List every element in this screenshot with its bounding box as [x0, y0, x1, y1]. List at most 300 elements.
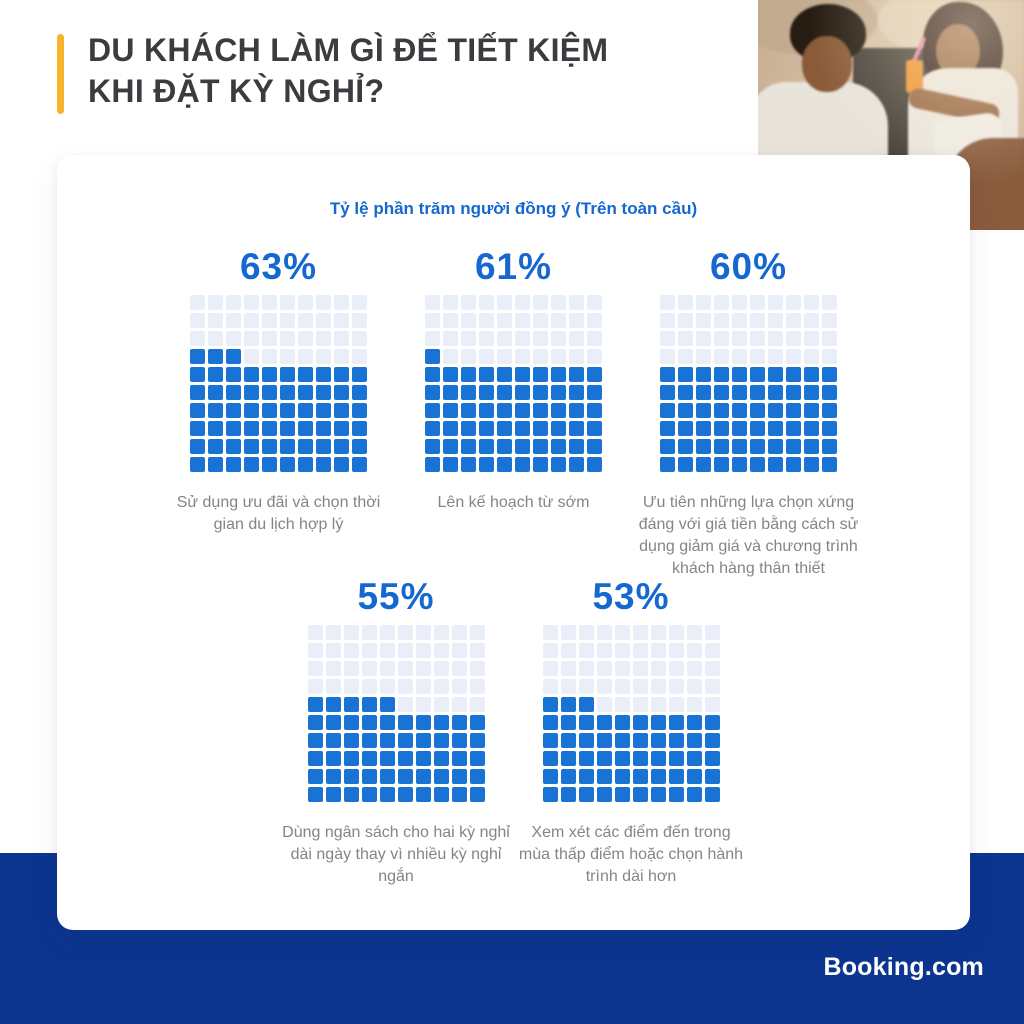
waffle-cell [226, 421, 241, 436]
waffle-cell [362, 643, 377, 658]
waffle-cell [352, 295, 367, 310]
waffle-cell [244, 403, 259, 418]
waffle-cell [768, 313, 783, 328]
waffle-cell [687, 769, 702, 784]
waffle-cell [569, 385, 584, 400]
waffle-cell [515, 331, 530, 346]
waffle-cell [334, 349, 349, 364]
waffle-cell [687, 715, 702, 730]
waffle-cell [732, 349, 747, 364]
waffle-cell [569, 367, 584, 382]
waffle-cell [633, 769, 648, 784]
waffle-cell [822, 349, 837, 364]
waffle-cell [515, 421, 530, 436]
waffle-cell [334, 439, 349, 454]
waffle-cell [362, 625, 377, 640]
waffle-cell [262, 403, 277, 418]
waffle-cell [434, 733, 449, 748]
waffle-cell [434, 769, 449, 784]
waffle-cell [714, 331, 729, 346]
waffle-cell [443, 295, 458, 310]
waffle-cell [569, 403, 584, 418]
waffle-cell [434, 643, 449, 658]
waffle-cell [597, 769, 612, 784]
waffle-cell [425, 385, 440, 400]
waffle-cell [443, 313, 458, 328]
waffle-cell [362, 733, 377, 748]
waffle-cell [678, 421, 693, 436]
waffle-cell [705, 643, 720, 658]
waffle-cell [380, 661, 395, 676]
waffle-cell [569, 439, 584, 454]
waffle-cell [651, 625, 666, 640]
waffle-cell [280, 403, 295, 418]
waffle-cell [208, 385, 223, 400]
waffle-cell [533, 313, 548, 328]
waffle-cell [470, 643, 485, 658]
waffle-cell [452, 679, 467, 694]
waffle-cell [344, 715, 359, 730]
waffle-cell [479, 421, 494, 436]
waffle-cell [551, 457, 566, 472]
waffle-cell [262, 367, 277, 382]
waffle-cell [244, 421, 259, 436]
waffle-cell [515, 403, 530, 418]
waffle-cell [678, 457, 693, 472]
waffle-cell [334, 421, 349, 436]
waffle-cell [190, 349, 205, 364]
waffle-cell [425, 349, 440, 364]
waffle-cell [633, 643, 648, 658]
waffle-cell [678, 313, 693, 328]
waffle-cell [316, 349, 331, 364]
waffle-cell [334, 295, 349, 310]
waffle-cell [615, 787, 630, 802]
waffle-cell [804, 421, 819, 436]
page-title [88, 30, 608, 112]
waffle-cell [208, 313, 223, 328]
waffle-cell [461, 313, 476, 328]
waffle-chart [164, 245, 394, 580]
waffle-cell [416, 643, 431, 658]
waffle-cell [416, 751, 431, 766]
waffle-cell [533, 367, 548, 382]
waffle-cell [687, 697, 702, 712]
waffle-cell [678, 367, 693, 382]
waffle-cell [587, 385, 602, 400]
waffle-cell [750, 313, 765, 328]
waffle-cell [569, 349, 584, 364]
waffle-cell [587, 349, 602, 364]
waffle-cell [308, 715, 323, 730]
waffle-cell [326, 625, 341, 640]
waffle-cell [362, 661, 377, 676]
waffle-cell [208, 457, 223, 472]
waffle-cell [579, 769, 594, 784]
waffle-cell [687, 787, 702, 802]
waffle-cell [316, 403, 331, 418]
waffle-cell [615, 661, 630, 676]
waffle-cell [452, 625, 467, 640]
title-accent-bar [57, 34, 64, 114]
waffle-cell [380, 715, 395, 730]
waffle-cell [551, 421, 566, 436]
waffle-cell [705, 625, 720, 640]
waffle-cell [551, 439, 566, 454]
waffle-cell [298, 313, 313, 328]
waffle-cell [669, 751, 684, 766]
waffle-cell [308, 625, 323, 640]
waffle-cell [678, 295, 693, 310]
waffle-cell [244, 295, 259, 310]
waffle-cell [416, 625, 431, 640]
waffle-cell [352, 403, 367, 418]
waffle-cell [579, 733, 594, 748]
waffle-cell [190, 385, 205, 400]
waffle-cell [615, 751, 630, 766]
waffle-cell [326, 769, 341, 784]
waffle-cell [262, 295, 277, 310]
waffle-cell [714, 295, 729, 310]
waffle-cell [669, 661, 684, 676]
waffle-chart [281, 575, 511, 888]
waffle-cell [280, 421, 295, 436]
waffle-cell [587, 439, 602, 454]
waffle-cell [208, 367, 223, 382]
waffle-cell [660, 331, 675, 346]
waffle-cell [786, 457, 801, 472]
waffle-cell [579, 661, 594, 676]
waffle-cell [696, 457, 711, 472]
waffle-cell [587, 421, 602, 436]
waffle-cell [352, 349, 367, 364]
waffle-cell [298, 439, 313, 454]
waffle-cell [822, 367, 837, 382]
waffle-cell [533, 295, 548, 310]
waffle-cell [651, 733, 666, 748]
waffle-cell [190, 313, 205, 328]
waffle-cell [398, 769, 413, 784]
waffle-cell [660, 313, 675, 328]
waffle-cell [750, 367, 765, 382]
waffle-cell [316, 385, 331, 400]
waffle-cell [579, 625, 594, 640]
waffle-cell [750, 439, 765, 454]
waffle-cell [398, 661, 413, 676]
waffle-cell [298, 421, 313, 436]
waffle-cell [416, 697, 431, 712]
waffle-cell [398, 697, 413, 712]
waffle-cell [470, 733, 485, 748]
waffle-grid [425, 295, 602, 472]
waffle-cell [334, 367, 349, 382]
waffle-cell [551, 295, 566, 310]
waffle-cell [280, 331, 295, 346]
waffle-cell [262, 385, 277, 400]
waffle-cell [226, 367, 241, 382]
waffle-cell [461, 439, 476, 454]
waffle-cell [597, 715, 612, 730]
waffle-chart [516, 575, 746, 888]
waffle-cell [651, 769, 666, 784]
waffle-cell [452, 715, 467, 730]
waffle-cell [669, 697, 684, 712]
waffle-cell [434, 715, 449, 730]
waffle-cell [308, 733, 323, 748]
waffle-cell [244, 349, 259, 364]
waffle-cell [551, 313, 566, 328]
waffle-cell [461, 403, 476, 418]
waffle-cell [226, 439, 241, 454]
waffle-cell [615, 733, 630, 748]
waffle-cell [732, 331, 747, 346]
waffle-cell [678, 385, 693, 400]
waffle-cell [380, 625, 395, 640]
waffle-cell [768, 457, 783, 472]
waffle-cell [750, 403, 765, 418]
waffle-cell [344, 679, 359, 694]
waffle-cell [334, 457, 349, 472]
waffle-cell [822, 295, 837, 310]
waffle-cell [470, 625, 485, 640]
waffle-cell [352, 331, 367, 346]
waffle-cell [244, 385, 259, 400]
waffle-cell [470, 715, 485, 730]
waffle-cell [561, 751, 576, 766]
waffle-cell [497, 331, 512, 346]
waffle-cell [298, 385, 313, 400]
waffle-cell [262, 313, 277, 328]
waffle-cell [768, 403, 783, 418]
waffle-cell [308, 787, 323, 802]
waffle-cell [786, 331, 801, 346]
waffle-cell [470, 679, 485, 694]
waffle-cell [443, 403, 458, 418]
waffle-cell [705, 787, 720, 802]
waffle-cell [515, 367, 530, 382]
waffle-cell [569, 457, 584, 472]
waffle-cell [669, 715, 684, 730]
waffle-cell [714, 367, 729, 382]
waffle-cell [425, 439, 440, 454]
waffle-cell [714, 349, 729, 364]
waffle-cell [705, 769, 720, 784]
waffle-cell [732, 385, 747, 400]
waffle-cell [470, 787, 485, 802]
waffle-cell [669, 769, 684, 784]
waffle-cell [262, 457, 277, 472]
waffle-cell [452, 787, 467, 802]
waffle-cell [443, 331, 458, 346]
waffle-cell [398, 679, 413, 694]
waffle-cell [280, 439, 295, 454]
waffle-cell [280, 367, 295, 382]
chart-card [57, 155, 970, 930]
waffle-cell [615, 769, 630, 784]
waffle-cell [587, 457, 602, 472]
waffle-cell [452, 733, 467, 748]
waffle-cell [497, 385, 512, 400]
waffle-cell [786, 421, 801, 436]
waffle-cell [226, 313, 241, 328]
waffle-cell [633, 751, 648, 766]
waffle-cell [732, 439, 747, 454]
waffle-cell [452, 769, 467, 784]
waffle-cell [804, 331, 819, 346]
waffle-cell [696, 349, 711, 364]
waffle-cell [551, 367, 566, 382]
waffle-cell [344, 661, 359, 676]
waffle-cell [479, 349, 494, 364]
waffle-cell [316, 421, 331, 436]
waffle-cell [452, 643, 467, 658]
waffle-cell [660, 385, 675, 400]
waffle-cell [280, 349, 295, 364]
waffle-cell [316, 331, 331, 346]
waffle-cell [479, 295, 494, 310]
waffle-cell [344, 643, 359, 658]
waffle-cell [651, 697, 666, 712]
waffle-cell [380, 751, 395, 766]
waffle-cell [822, 403, 837, 418]
waffle-cell [669, 787, 684, 802]
waffle-cell [687, 733, 702, 748]
waffle-cell [425, 367, 440, 382]
percent-value: 55% [357, 576, 435, 617]
waffle-cell [543, 751, 558, 766]
waffle-cell [543, 643, 558, 658]
waffle-cell [669, 679, 684, 694]
waffle-cell [380, 679, 395, 694]
waffle-cell [651, 643, 666, 658]
waffle-cell [470, 751, 485, 766]
waffle-cell [316, 457, 331, 472]
waffle-cell [226, 457, 241, 472]
waffle-grid [543, 625, 720, 802]
waffle-cell [308, 751, 323, 766]
waffle-cell [416, 715, 431, 730]
waffle-cell [551, 403, 566, 418]
waffle-cell [615, 643, 630, 658]
waffle-cell [569, 313, 584, 328]
waffle-cell [660, 439, 675, 454]
waffle-cell [633, 733, 648, 748]
waffle-cell [479, 403, 494, 418]
waffle-cell [380, 733, 395, 748]
waffle-cell [326, 661, 341, 676]
waffle-cell [543, 679, 558, 694]
waffle-cell [380, 697, 395, 712]
waffle-cell [479, 439, 494, 454]
waffle-cell [497, 421, 512, 436]
waffle-cell [587, 367, 602, 382]
waffle-grid [660, 295, 837, 472]
waffle-cell [669, 643, 684, 658]
waffle-cell [344, 751, 359, 766]
waffle-cell [362, 787, 377, 802]
waffle-cell [398, 751, 413, 766]
waffle-cell [687, 679, 702, 694]
waffle-cell [732, 367, 747, 382]
waffle-cell [714, 439, 729, 454]
waffle-cell [316, 439, 331, 454]
waffle-cell [208, 331, 223, 346]
waffle-cell [497, 403, 512, 418]
waffle-cell [750, 457, 765, 472]
waffle-cell [443, 349, 458, 364]
waffle-cell [714, 421, 729, 436]
waffle-cell [425, 313, 440, 328]
waffle-cell [208, 349, 223, 364]
waffle-cell [786, 295, 801, 310]
waffle-cell [732, 421, 747, 436]
waffle-cell [750, 295, 765, 310]
waffle-cell [597, 787, 612, 802]
waffle-cell [660, 403, 675, 418]
waffle-cell [615, 697, 630, 712]
waffle-cell [443, 367, 458, 382]
waffle-cell [443, 439, 458, 454]
waffle-cell [732, 403, 747, 418]
waffle-cell [190, 421, 205, 436]
waffle-cell [804, 349, 819, 364]
waffle-cell [461, 367, 476, 382]
waffle-cell [326, 787, 341, 802]
waffle-cell [380, 787, 395, 802]
waffle-cell [561, 625, 576, 640]
waffle-cell [344, 733, 359, 748]
waffle-cell [561, 715, 576, 730]
waffle-cell [244, 313, 259, 328]
waffle-cell [352, 439, 367, 454]
waffle-cell [569, 295, 584, 310]
waffle-cell [660, 295, 675, 310]
waffle-cell [497, 439, 512, 454]
waffle-cell [705, 679, 720, 694]
waffle-cell [262, 439, 277, 454]
waffle-cell [696, 331, 711, 346]
waffle-cell [434, 661, 449, 676]
waffle-cell [461, 421, 476, 436]
waffle-grid [190, 295, 367, 472]
waffle-cell [651, 661, 666, 676]
chart-caption: Ưu tiên những lựa chọn xứng đáng với giá tiền bằng cách sử dụng giảm giá và chương trình khách hàng thân thiết [638, 494, 859, 577]
waffle-cell [497, 349, 512, 364]
waffle-cell [362, 769, 377, 784]
waffle-cell [362, 715, 377, 730]
waffle-cell [786, 403, 801, 418]
waffle-cell [786, 439, 801, 454]
waffle-cell [633, 715, 648, 730]
waffle-cell [308, 769, 323, 784]
waffle-cell [398, 625, 413, 640]
waffle-cell [515, 439, 530, 454]
waffle-cell [362, 697, 377, 712]
waffle-cell [280, 313, 295, 328]
waffle-cell [750, 349, 765, 364]
waffle-cell [543, 769, 558, 784]
waffle-cell [597, 643, 612, 658]
waffle-cell [533, 385, 548, 400]
waffle-cell [515, 313, 530, 328]
chart-caption: Dùng ngân sách cho hai kỳ nghỉ dài ngày thay vì nhiều kỳ nghỉ ngắn [282, 824, 510, 885]
waffle-cell [633, 679, 648, 694]
waffle-cell [226, 385, 241, 400]
waffle-cell [660, 457, 675, 472]
waffle-cell [696, 439, 711, 454]
waffle-cell [344, 625, 359, 640]
waffle-cell [416, 733, 431, 748]
